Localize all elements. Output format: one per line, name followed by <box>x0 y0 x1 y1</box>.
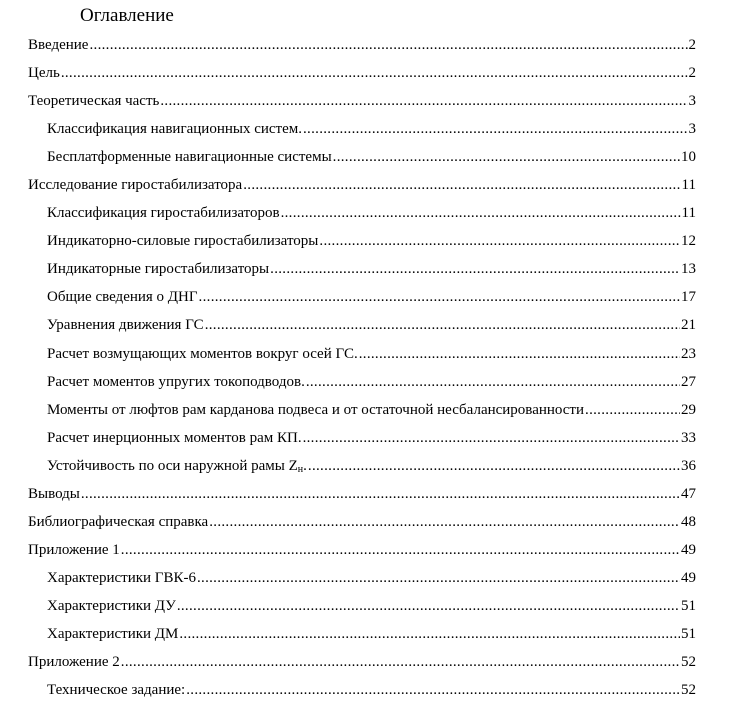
toc-page-number: 49 <box>681 541 696 558</box>
toc-entry[interactable] <box>28 177 696 205</box>
toc-page-number: 10 <box>681 149 696 166</box>
dot-leader <box>281 205 681 222</box>
toc-entry-text: Уравнения движения ГС <box>47 317 204 334</box>
toc-entry-text: Расчет инерционных моментов рам КП. <box>47 429 302 446</box>
dot-leader <box>121 654 680 671</box>
toc-page-number: 23 <box>681 345 696 362</box>
toc-entry-label <box>47 205 280 222</box>
toc-entry-label <box>47 149 332 166</box>
toc-entry[interactable] <box>28 486 696 514</box>
dot-leader <box>585 402 680 419</box>
toc-entry[interactable] <box>28 458 696 486</box>
toc-entry-text: Устойчивость по оси наружной рамы Z <box>47 457 298 474</box>
dot-leader <box>359 346 680 363</box>
toc-entry[interactable] <box>28 261 696 289</box>
toc-entry-text: Приложение 1 <box>28 541 120 558</box>
toc-entry-text: Техническое задание: <box>47 682 186 699</box>
toc-entry-label <box>47 317 204 334</box>
toc-entry-label <box>47 682 185 699</box>
toc-page-number: 33 <box>681 429 696 446</box>
dot-leader <box>89 37 687 54</box>
toc-entry[interactable] <box>28 570 696 598</box>
toc-entry-text: Расчет моментов упругих токоподводов. <box>47 373 305 390</box>
toc-entry-label <box>47 374 305 391</box>
toc-entry-text: Расчет возмущающих моментов вокруг осей ГС. <box>47 345 358 362</box>
dot-leader <box>121 542 680 559</box>
toc-page-number: 51 <box>681 625 696 642</box>
toc-entry-text: Выводы <box>28 485 80 502</box>
toc-page-number: 17 <box>681 289 696 306</box>
toc-page-number: 49 <box>681 569 696 586</box>
toc-entry-suffix: . <box>303 457 307 474</box>
dot-leader <box>209 514 680 531</box>
dot-leader <box>333 149 680 166</box>
dot-leader <box>308 458 680 475</box>
toc-entry-label <box>47 261 269 278</box>
toc-entry[interactable] <box>28 430 696 458</box>
dot-leader <box>177 598 680 615</box>
toc-entry-text: Исследование гиростабилизатора <box>28 177 243 194</box>
toc-entry-text: Индикаторно-силовые гиростабилизаторы <box>47 233 319 250</box>
toc-entry-label <box>47 121 302 138</box>
toc-entry[interactable] <box>28 514 696 542</box>
toc-entry-subscript: н <box>297 463 304 475</box>
toc-entry[interactable] <box>28 37 696 65</box>
toc-entry-text: Моменты от люфтов рам карданова подвеса и от остаточной несбалансированности <box>47 401 585 418</box>
toc-entry-label <box>47 598 176 615</box>
dot-leader <box>306 374 680 391</box>
dot-leader <box>186 682 680 699</box>
toc-entry[interactable] <box>28 598 696 626</box>
toc-page-number: 47 <box>681 485 696 502</box>
toc-entry-label <box>47 289 198 306</box>
toc-entry[interactable] <box>28 149 696 177</box>
toc-entry-text: Классификация гиростабилизаторов <box>47 205 280 222</box>
dot-leader <box>243 177 680 194</box>
toc-entry-text: Характеристики ДУ <box>47 597 176 614</box>
toc-entry-label <box>28 37 88 54</box>
toc-page-number: 2 <box>688 65 696 82</box>
toc-entry[interactable] <box>28 346 696 374</box>
toc-entry-label <box>28 486 80 503</box>
dot-leader <box>199 289 680 306</box>
toc-page-number: 12 <box>681 233 696 250</box>
toc-entry[interactable] <box>28 317 696 345</box>
toc-entry-label <box>28 514 208 531</box>
toc-entry-text: Характеристики ГВК-6 <box>47 569 196 586</box>
dot-leader <box>303 430 680 447</box>
toc-entry[interactable] <box>28 542 696 570</box>
toc-entry-label <box>47 458 307 475</box>
toc-entry-label <box>47 570 196 587</box>
dot-leader <box>197 570 680 587</box>
toc-entry-text: Библиографическая справка <box>28 513 209 530</box>
toc-page-number: 27 <box>681 373 696 390</box>
toc-entry-text: Теоретическая часть <box>28 93 160 110</box>
table-of-contents <box>28 37 696 710</box>
toc-entry[interactable] <box>28 233 696 261</box>
toc-page-number: 36 <box>681 457 696 474</box>
toc-entry-text: Приложение 2 <box>28 654 120 671</box>
dot-leader <box>205 317 680 334</box>
toc-entry[interactable] <box>28 402 696 430</box>
dot-leader <box>319 233 680 250</box>
toc-entry-label <box>28 177 242 194</box>
toc-entry[interactable] <box>28 374 696 402</box>
toc-entry-label <box>28 542 120 559</box>
toc-entry-text: Характеристики ДМ <box>47 625 179 642</box>
dot-leader <box>61 65 688 82</box>
toc-page-number: 51 <box>681 597 696 614</box>
toc-page-number: 11 <box>681 177 696 194</box>
dot-leader <box>179 626 680 643</box>
toc-page-number: 3 <box>688 93 696 110</box>
toc-entry[interactable] <box>28 93 696 121</box>
toc-page-number: 11 <box>681 205 696 222</box>
toc-entry[interactable] <box>28 289 696 317</box>
toc-entry-label <box>28 93 159 110</box>
dot-leader <box>81 486 680 503</box>
toc-title: Оглавление <box>80 5 174 26</box>
toc-entry[interactable] <box>28 65 696 93</box>
dot-leader <box>160 93 687 110</box>
toc-page-number: 2 <box>688 37 696 53</box>
dot-leader <box>270 261 680 278</box>
toc-entry-text: Введение <box>28 37 89 53</box>
toc-page-number: 21 <box>681 317 696 334</box>
toc-entry[interactable] <box>28 654 696 682</box>
toc-entry-label <box>28 65 60 82</box>
toc-page-number: 52 <box>681 682 696 699</box>
toc-page-number: 52 <box>681 654 696 671</box>
toc-entry-text: Бесплатформенные навигационные системы <box>47 149 332 166</box>
toc-entry-text: Классификация навигационных систем. <box>47 121 302 138</box>
toc-page-number: 13 <box>681 261 696 278</box>
toc-entry-label <box>28 654 120 671</box>
toc-entry[interactable] <box>28 121 696 149</box>
dot-leader <box>303 121 688 138</box>
toc-entry-label <box>47 626 178 643</box>
toc-entry[interactable] <box>28 682 696 710</box>
toc-entry-label <box>47 402 584 419</box>
toc-page-number: 3 <box>688 121 696 138</box>
toc-page-number: 48 <box>681 513 696 530</box>
toc-entry-text: Общие сведения о ДНГ <box>47 289 198 306</box>
toc-entry[interactable] <box>28 626 696 654</box>
toc-entry[interactable] <box>28 205 696 233</box>
toc-entry-label <box>47 346 358 363</box>
toc-entry-label <box>47 430 302 447</box>
toc-entry-text: Индикаторные гиростабилизаторы <box>47 261 270 278</box>
toc-entry-text: Цель <box>28 65 60 82</box>
toc-entry-label <box>47 233 318 250</box>
toc-page-number: 29 <box>681 401 696 418</box>
